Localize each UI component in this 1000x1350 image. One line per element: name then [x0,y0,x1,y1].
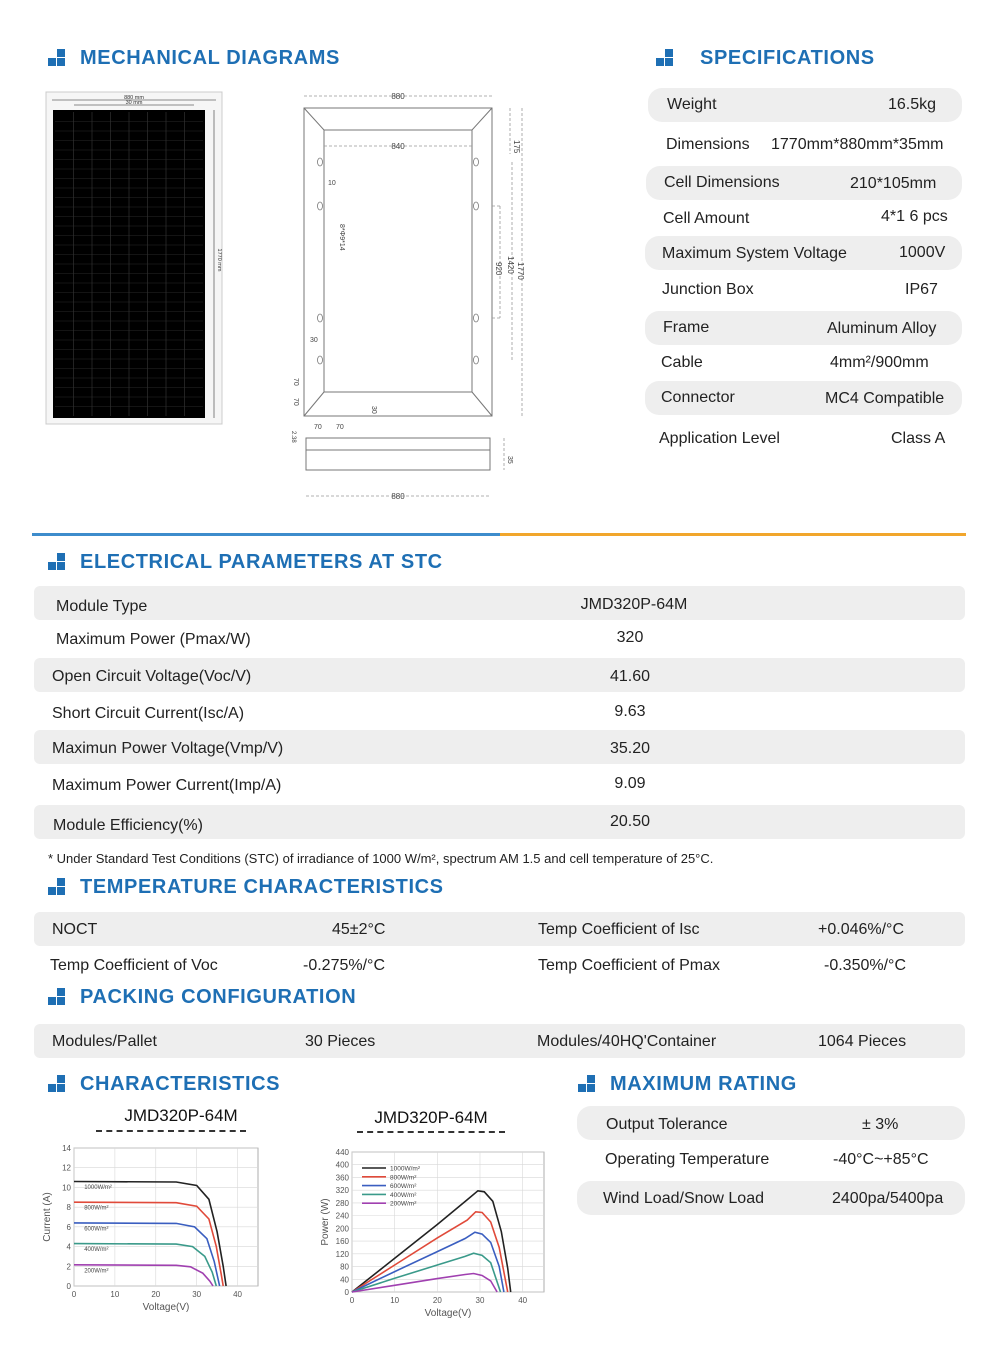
frame-view-diagram [284,86,534,506]
temp-value-voc: -0.275%/°C [303,957,385,974]
x-tick-label: 0 [71,1290,77,1299]
heading-characteristics [48,1073,280,1096]
series-label: 200W/m² [84,1268,109,1275]
y-tick-label: 80 [340,1262,349,1272]
y-axis-label: Power (W) [320,1198,331,1246]
y-tick-label: 2 [66,1262,71,1272]
series-label: 800W/m² [84,1205,109,1212]
x-tick-label: 10 [390,1296,400,1305]
spec-value-connector: MC4 Compatible [825,390,945,407]
y-tick-label: 0 [66,1282,71,1291]
temp-label-isc: Temp Coefficient of Isc [538,921,700,938]
x-tick-label: 20 [151,1290,161,1299]
heading-title: ELECTRICAL PARAMETERS AT STC [80,551,443,573]
x-axis-label: Voltage(V) [424,1308,472,1319]
spec-value-cell-amount: 4*1 6 pcs [881,208,948,225]
iv-chart-title: JMD320P-64M [124,1106,238,1125]
legend-label: 600W/m² [390,1183,417,1191]
temp-label-pmax: Temp Coefficient of Pmax [538,957,721,974]
y-tick-label: 12 [62,1163,71,1173]
temp-label-noct: NOCT [52,921,98,938]
frame-top-label: 880 [391,92,405,101]
section-divider-gold [500,533,966,536]
series-label: 600W/m² [84,1226,109,1233]
spec-value-max-system-voltage: 1000V [899,244,946,261]
front-inner-label: 30 mm [125,100,143,106]
frame-b30-label: 30 [370,406,377,414]
series-label: 1000W/m² [84,1185,112,1192]
spec-label-max-system-voltage: Maximum System Voltage [662,245,847,262]
heading-mechanical-diagrams [48,47,340,70]
heading-title: SPECIFICATIONS [700,47,875,69]
y-tick-label: 6 [66,1222,71,1232]
heading-title: MAXIMUM RATING [610,1073,797,1095]
y-tick-label: 120 [335,1249,349,1259]
y-tick-label: 320 [335,1186,349,1196]
rating-value-operating-temp: -40°C~+85°C [833,1151,929,1168]
packing-label-container: Modules/40HQ'Container [537,1033,717,1050]
elec-value-imp: 9.09 [614,775,646,792]
elec-label-vmp: Maximun Power Voltage(Vmp/V) [52,740,284,757]
spec-label-cable: Cable [661,354,703,371]
packing-value-container: 1064 Pieces [818,1033,907,1050]
grid-logo-icon [48,49,68,69]
frame-b70a-label: 70 [314,424,322,431]
x-tick-label: 40 [233,1290,243,1299]
frame-1420-label: 1420 [506,256,515,274]
x-tick-label: 40 [518,1296,528,1305]
packing-value-pallet: 30 Pieces [305,1033,376,1050]
frame-70b-label: 70 [292,398,299,406]
grid-logo-icon [578,1075,598,1095]
spec-value-frame: Aluminum Alloy [827,320,937,337]
x-axis-label: Voltage(V) [142,1302,190,1313]
elec-label-max-power: Maximum Power (Pmax/W) [56,631,251,648]
frame-920-label: 920 [494,262,503,276]
x-tick-label: 20 [432,1296,442,1305]
elec-value-max-power: 320 [616,629,644,646]
pv-curve-chart [306,1146,550,1326]
grid-logo-icon [656,49,676,69]
grid-logo-icon [48,988,68,1008]
spec-label-cell-amount: Cell Amount [663,210,750,227]
packing-label-pallet: Modules/Pallet [52,1033,157,1050]
frame-hole-label: 8*Φ9*14 [338,224,345,251]
temp-value-isc: +0.046%/°C [818,921,905,938]
spec-value-dimensions: 1770mm*880mm*35mm [771,136,944,153]
side-width-label: 880 [391,492,405,501]
frame-30-label: 30 [310,337,318,344]
elec-value-voc: 41.60 [609,668,651,685]
frame-inner-label: 840 [391,142,405,151]
front-height-label: 1770 mm [216,248,222,272]
frame-1770-label: 1770 [516,262,525,280]
spec-label-connector: Connector [661,389,735,406]
y-tick-label: 440 [335,1148,349,1157]
grid-logo-icon [48,878,68,898]
elec-label-module-type: Module Type [56,598,148,615]
y-tick-label: 200 [335,1224,349,1234]
spec-label-cell-dimensions: Cell Dimensions [664,174,780,191]
y-tick-label: 240 [335,1211,349,1221]
temp-value-noct: 45±2°C [332,921,386,938]
heading-title: MECHANICAL DIAGRAMS [80,47,340,69]
elec-label-imp: Maximum Power Current(Imp/A) [52,777,282,794]
y-tick-label: 14 [62,1144,71,1153]
spec-value-weight: 16.5kg [888,96,937,113]
elec-value-vmp: 35.20 [609,740,651,757]
x-tick-label: 30 [475,1296,485,1305]
grid-logo-icon [48,553,68,573]
spec-label-dimensions: Dimensions [666,136,750,153]
heading-specifications [656,47,875,70]
spec-value-application-level: Class A [891,430,946,447]
spec-value-cable: 4mm²/900mm [830,354,929,371]
heading-maximum-rating [578,1073,797,1096]
series-label: 400W/m² [84,1247,109,1254]
y-axis-label: Current (A) [42,1192,53,1242]
pv-title-underline [357,1131,505,1133]
rating-label-operating-temp: Operating Temperature [605,1151,770,1168]
grid-logo-icon [48,1075,68,1095]
heading-temperature [48,876,444,899]
stc-footnote: * Under Standard Test Conditions (STC) of irradiance of 1000 W/m², spectrum AM 1.5 and cell temperature of 25°C. [48,851,714,866]
elec-value-isc: 9.63 [614,703,646,720]
pv-chart-title: JMD320P-64M [374,1108,488,1127]
y-tick-label: 40 [340,1275,349,1285]
legend-label: 400W/m² [390,1191,417,1199]
y-tick-label: 4 [66,1242,71,1252]
x-tick-label: 10 [110,1290,120,1299]
iv-curve-chart [40,1140,270,1320]
section-divider-blue [32,533,500,536]
heading-title: TEMPERATURE CHARACTERISTICS [80,876,444,898]
rating-label-wind-snow: Wind Load/Snow Load [603,1190,764,1207]
heading-electrical [48,551,443,574]
iv-title-underline [96,1130,246,1132]
y-tick-label: 10 [62,1183,71,1193]
front-width-label: 880 mm [124,95,144,101]
y-tick-label: 0 [344,1288,349,1297]
rating-label-output-tolerance: Output Tolerance [606,1116,728,1133]
temp-value-pmax: -0.350%/°C [824,957,906,974]
frame-175-label: 175 [512,140,521,154]
heading-title: CHARACTERISTICS [80,1073,281,1095]
spec-value-cell-dimensions: 210*105mm [850,175,937,192]
heading-title: PACKING CONFIGURATION [80,986,357,1008]
elec-label-isc: Short Circuit Current(Isc/A) [52,705,245,722]
front-view-diagram [44,90,224,426]
frame-b70b-label: 70 [336,424,344,431]
x-tick-label: 30 [192,1290,202,1299]
heading-packing [48,986,356,1009]
frame-70a-label: 70 [292,378,299,386]
plot-area [352,1152,544,1292]
x-tick-label: 0 [349,1296,355,1305]
y-tick-label: 8 [66,1203,71,1213]
legend-label: 200W/m² [390,1200,417,1208]
y-tick-label: 360 [335,1173,349,1183]
y-tick-label: 280 [335,1198,349,1208]
spec-label-application-level: Application Level [659,430,780,447]
legend-label: 800W/m² [390,1174,417,1182]
spec-value-junction-box: IP67 [905,281,938,298]
elec-label-voc: Open Circuit Voltage(Voc/V) [52,668,252,685]
spec-label-weight: Weight [667,96,717,113]
side-height-label: 35 [506,456,513,464]
y-tick-label: 400 [335,1160,349,1170]
rating-value-wind-snow: 2400pa/5400pa [832,1190,944,1207]
legend-label: 1000W/m² [390,1165,420,1173]
spec-label-junction-box: Junction Box [662,281,754,298]
temp-label-voc: Temp Coefficient of Voc [50,957,218,974]
elec-value-module-type: JMD320P-64M [580,596,688,613]
elec-label-efficiency: Module Efficiency(%) [53,817,203,834]
elec-value-efficiency: 20.50 [609,813,651,830]
spec-label-frame: Frame [663,319,710,336]
y-tick-label: 160 [335,1237,349,1247]
side-edge-label: 2.38 [290,431,296,443]
frame-10-label: 10 [328,180,336,187]
rating-value-output-tolerance: ± 3% [862,1116,899,1133]
